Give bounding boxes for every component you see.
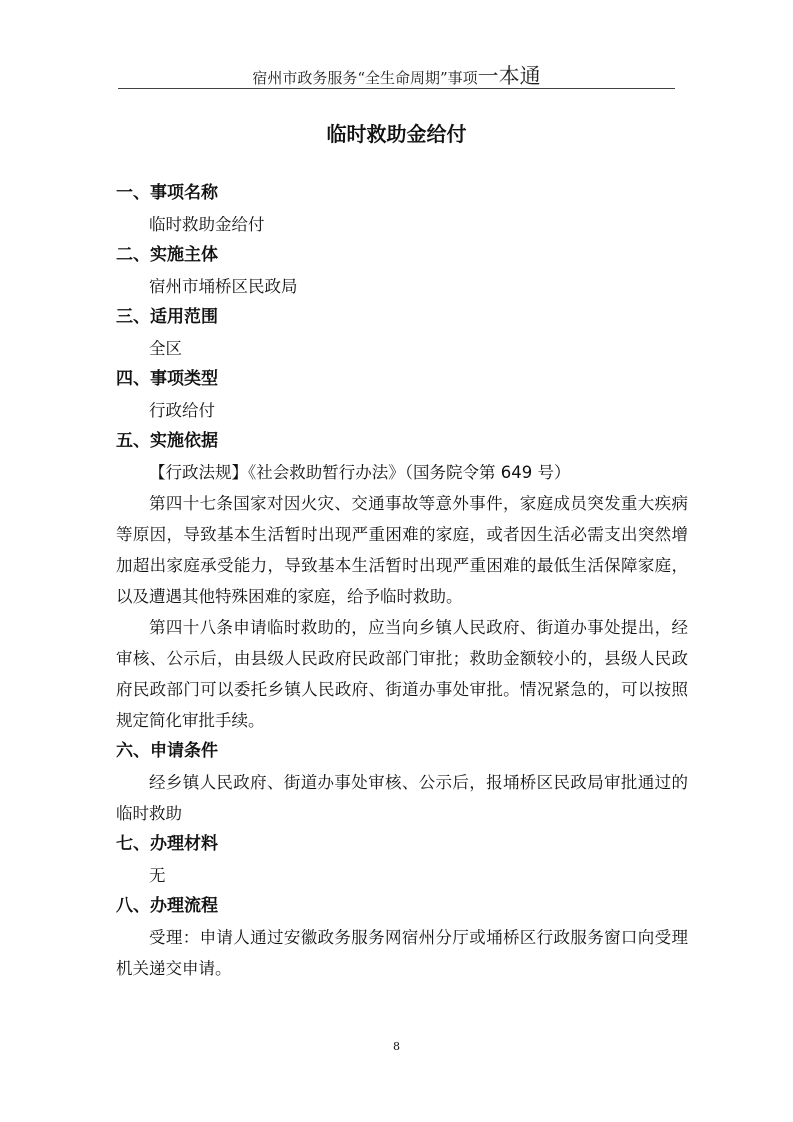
- running-header: [0, 60, 793, 90]
- document-body: [116, 178, 688, 984]
- section-item-type: [116, 364, 688, 426]
- section-paragraph: 第四十八条申请临时救助的，应当向乡镇人民政府、街道办事处提出，经审核、公示后，由县级人民政府民政部门审批；救助金额较小的，县级人民政府民政部门可以委托乡镇人民政府、街道办事处审批。情况紧急的，可以按照规定简化审批手续。: [116, 618, 688, 730]
- section-heading: 二、实施主体: [116, 245, 218, 265]
- section-scope: [116, 302, 688, 364]
- section-materials: [116, 829, 688, 891]
- page-number: 8: [393, 1040, 400, 1053]
- section-heading: 五、实施依据: [116, 431, 218, 451]
- section-paragraph: 经乡镇人民政府、街道办事处审核、公示后，报埇桥区民政局审批通过的临时救助: [116, 773, 688, 823]
- section-paragraph: 临时救助金给付: [149, 215, 265, 234]
- section-legal-basis: [116, 426, 688, 736]
- section-heading: 八、办理流程: [116, 896, 218, 916]
- document-title: 临时救助金给付: [326, 122, 467, 146]
- section-paragraph: 无: [149, 866, 166, 885]
- section-implementer: [116, 240, 688, 302]
- section-paragraph: 【行政法规】《社会救助暂行办法》（国务院令第 649 号）: [149, 463, 571, 482]
- running-header-text: 宿州市政务服务“全生命周期”事项: [252, 69, 478, 87]
- header-rule: [118, 88, 675, 89]
- section-heading: 三、适用范围: [116, 307, 218, 327]
- section-process: [116, 891, 688, 984]
- section-paragraph: 第四十七条国家对因火灾、交通事故等意外事件，家庭成员突发重大疾病等原因，导致基本生活暂时出现严重困难的家庭，或者因生活必需支出突然增加超出家庭承受能力，导致基本生活暂时出现严重困难的最低生活保障家庭，以及遭遇其他特殊困难的家庭，给予临时救助。: [116, 494, 688, 606]
- section-heading: 一、事项名称: [116, 183, 218, 203]
- running-header-emphasis: 一本通: [477, 64, 541, 88]
- section-conditions: [116, 736, 688, 829]
- section-paragraph: 受理：申请人通过安徽政务服务网宿州分厅或埇桥区行政服务窗口向受理机关递交申请。: [116, 928, 688, 978]
- section-heading: 四、事项类型: [116, 369, 218, 389]
- section-paragraph: 宿州市埇桥区民政局: [149, 277, 298, 296]
- section-heading: 七、办理材料: [116, 834, 218, 854]
- section-heading: 六、申请条件: [116, 741, 218, 761]
- section-paragraph: 全区: [149, 339, 182, 358]
- section-paragraph: 行政给付: [149, 401, 215, 420]
- section-item-name: [116, 178, 688, 240]
